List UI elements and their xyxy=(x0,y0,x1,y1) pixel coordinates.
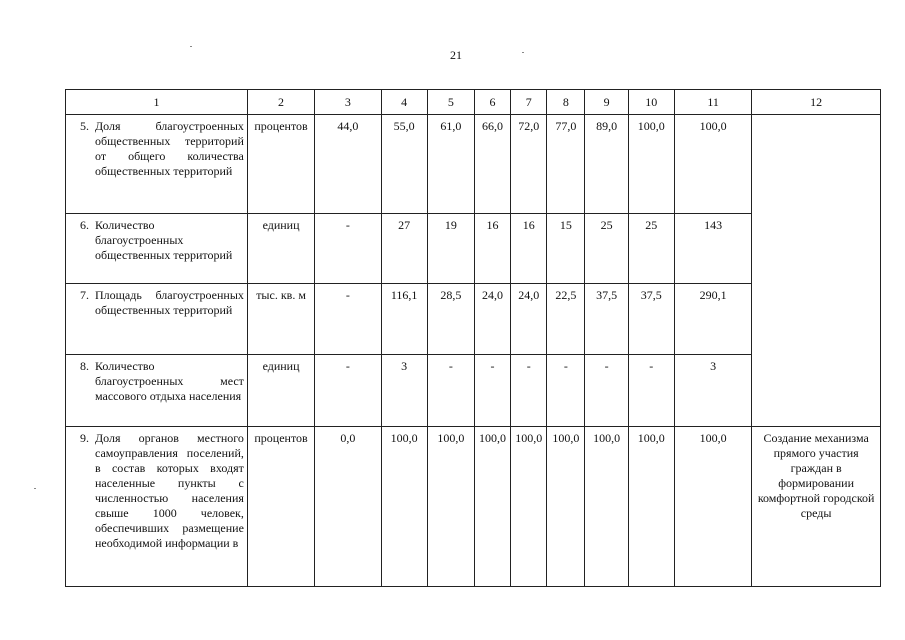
row-index: 8. xyxy=(80,359,89,373)
unit-cell: единиц xyxy=(247,214,314,284)
total-cell: 3 xyxy=(674,355,751,427)
value-cell: 116,1 xyxy=(381,284,427,355)
column-number: 10 xyxy=(628,90,674,115)
indicator-name-cell xyxy=(66,355,248,427)
column-number: 3 xyxy=(315,90,381,115)
page-number: 21 xyxy=(450,48,462,62)
total-cell: 143 xyxy=(674,214,751,284)
indicator-name-cell xyxy=(66,214,248,284)
indicator-name-cell xyxy=(66,284,248,355)
total-cell: 290,1 xyxy=(674,284,751,355)
value-cell: 25 xyxy=(585,214,628,284)
table-row xyxy=(66,427,881,587)
row-index: 6. xyxy=(80,218,89,232)
value-cell: 100,0 xyxy=(381,427,427,587)
value-cell: 37,5 xyxy=(628,284,674,355)
unit-cell: процентов xyxy=(247,115,314,214)
value-cell: 61,0 xyxy=(427,115,474,214)
column-number-row xyxy=(66,90,881,115)
column-number: 6 xyxy=(474,90,510,115)
value-cell: 28,5 xyxy=(427,284,474,355)
column-number: 4 xyxy=(381,90,427,115)
value-cell: - xyxy=(315,355,381,427)
row-index: 7. xyxy=(80,288,89,302)
value-cell: 100,0 xyxy=(474,427,510,587)
total-cell: 100,0 xyxy=(674,427,751,587)
column-number: 2 xyxy=(247,90,314,115)
value-cell: - xyxy=(585,355,628,427)
value-cell: 15 xyxy=(547,214,585,284)
column-number: 8 xyxy=(547,90,585,115)
scan-speck xyxy=(190,46,192,47)
value-cell: 24,0 xyxy=(511,284,547,355)
value-cell: - xyxy=(474,355,510,427)
value-cell: 100,0 xyxy=(547,427,585,587)
unit-cell: процентов xyxy=(247,427,314,587)
value-cell: - xyxy=(547,355,585,427)
scan-speck xyxy=(522,52,524,53)
indicator-name: Количество благоустроенных общественных территорий xyxy=(95,218,233,262)
indicator-table xyxy=(65,89,881,587)
value-cell: 24,0 xyxy=(474,284,510,355)
value-cell: 100,0 xyxy=(628,427,674,587)
value-cell: 0,0 xyxy=(315,427,381,587)
total-cell: 100,0 xyxy=(674,115,751,214)
value-cell: - xyxy=(315,284,381,355)
table-row xyxy=(66,115,881,214)
value-cell: 100,0 xyxy=(585,427,628,587)
row-index: 9. xyxy=(80,431,89,445)
value-cell: - xyxy=(628,355,674,427)
note-cell-empty xyxy=(752,115,881,427)
unit-cell: единиц xyxy=(247,355,314,427)
value-cell: 27 xyxy=(381,214,427,284)
column-number: 1 xyxy=(66,90,248,115)
value-cell: - xyxy=(315,214,381,284)
value-cell: 55,0 xyxy=(381,115,427,214)
column-number: 7 xyxy=(511,90,547,115)
indicator-name: Количество благоустроенных мест массового отдыха населения xyxy=(95,359,244,403)
unit-cell: тыс. кв. м xyxy=(247,284,314,355)
value-cell: - xyxy=(427,355,474,427)
scan-speck xyxy=(34,488,36,489)
value-cell: 19 xyxy=(427,214,474,284)
indicator-name-cell xyxy=(66,427,248,587)
value-cell: 16 xyxy=(474,214,510,284)
value-cell: 100,0 xyxy=(427,427,474,587)
value-cell: 25 xyxy=(628,214,674,284)
column-number: 9 xyxy=(585,90,628,115)
value-cell: 16 xyxy=(511,214,547,284)
value-cell: 100,0 xyxy=(628,115,674,214)
column-number: 11 xyxy=(674,90,751,115)
indicator-name-cell xyxy=(66,115,248,214)
value-cell: - xyxy=(511,355,547,427)
note-cell: Создание механизма прямого участия граждан в формировании комфортной городской среды xyxy=(752,427,881,587)
value-cell: 37,5 xyxy=(585,284,628,355)
value-cell: 77,0 xyxy=(547,115,585,214)
row-index: 5. xyxy=(80,119,89,133)
value-cell: 72,0 xyxy=(511,115,547,214)
value-cell: 3 xyxy=(381,355,427,427)
indicator-name: Доля органов местного самоуправления поселений, в состав которых входят населенные пункты с численностью населения свыше 1000 человек, обеспечивших размещение необходимой информации в xyxy=(95,431,244,550)
column-number: 5 xyxy=(427,90,474,115)
value-cell: 89,0 xyxy=(585,115,628,214)
column-number: 12 xyxy=(752,90,881,115)
value-cell: 22,5 xyxy=(547,284,585,355)
value-cell: 66,0 xyxy=(474,115,510,214)
value-cell: 100,0 xyxy=(511,427,547,587)
value-cell: 44,0 xyxy=(315,115,381,214)
indicator-name: Площадь благоустроенных общественных территорий xyxy=(95,288,244,317)
indicator-name: Доля благоустроенных общественных территорий от общего количества общественных территорий xyxy=(95,119,244,178)
